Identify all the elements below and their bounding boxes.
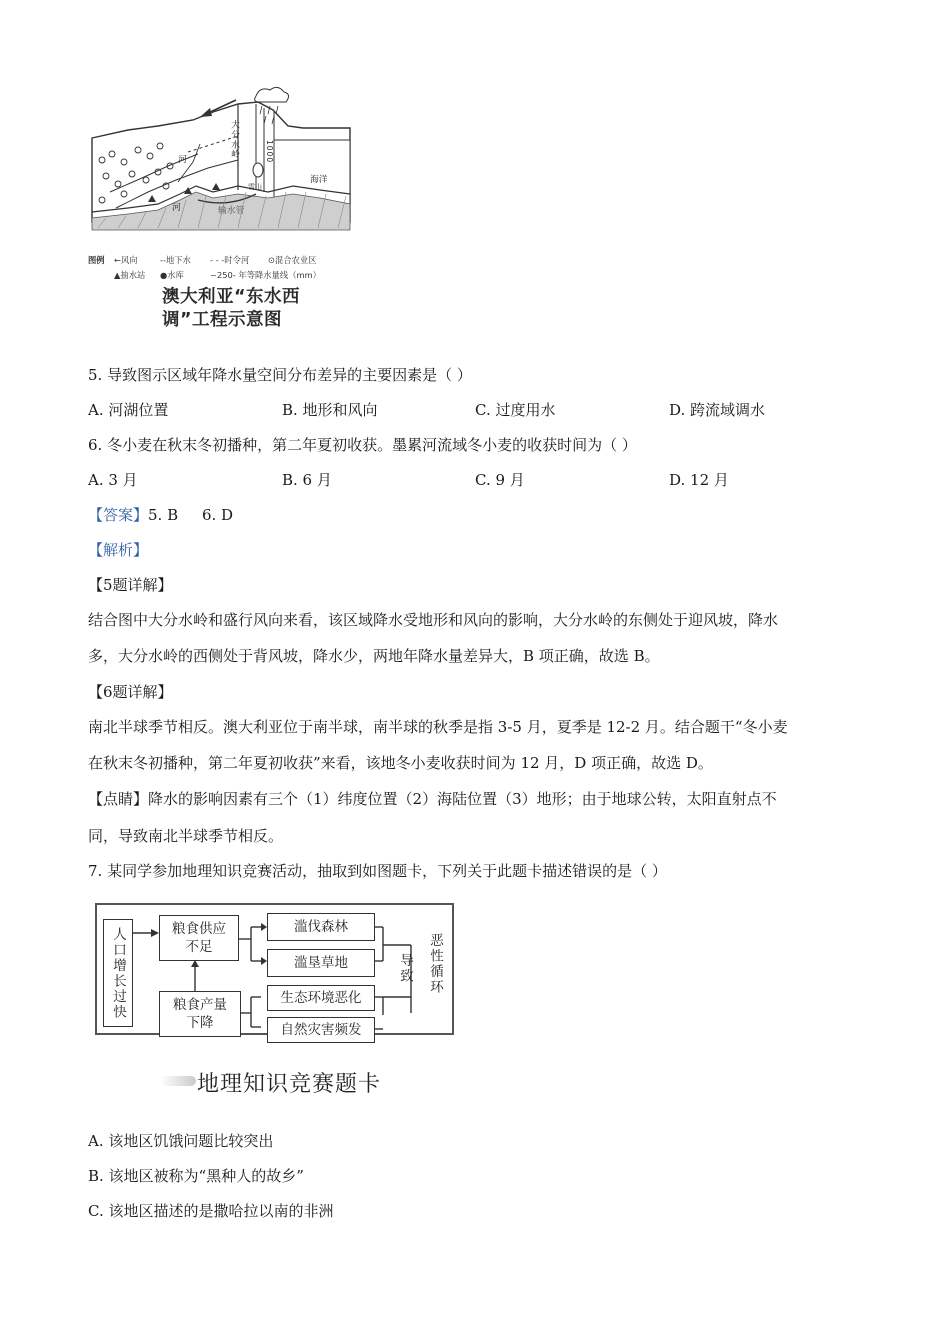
answer-tag: 【答案】	[88, 506, 149, 524]
box-food-shortage: 粮食供应不足	[159, 915, 239, 961]
q5-stem: 5. 导致图示区域年降水量空间分布差异的主要因素是（ ）	[88, 366, 472, 384]
q7-option-b: B. 该地区被称为“黑种人的故乡”	[88, 1167, 304, 1185]
australia-water-diversion-map	[88, 82, 360, 332]
legend-seasonal-river: - - -时令河	[210, 255, 250, 265]
q6-detail-line1: 南北半球季节相反。澳大利亚位于南半球，南半球的秋季是指 3-5 月，夏季是 12-2 月。结合题干“冬小麦	[88, 718, 788, 736]
map-legend	[88, 252, 360, 284]
q5-option-a: A. 河湖位置	[88, 401, 169, 419]
box-food-production-drop: 粮食产量下降	[159, 991, 241, 1037]
card-title: 地理知识竞赛题卡	[197, 1072, 382, 1097]
competition-card-figure	[95, 903, 452, 1038]
q5-detail-tag: 【5题详解】	[88, 576, 173, 594]
q6-option-c: C. 9 月	[475, 471, 525, 489]
box-overgrazing: 滥垦草地	[267, 949, 375, 977]
label-lead-to: 导致	[397, 953, 413, 984]
pipe-label: 输水管	[218, 206, 245, 216]
answer-text: 5. B 6. D	[148, 506, 234, 524]
tip-line2: 同，导致南北半球季节相反。	[88, 827, 284, 845]
q5-detail-line1: 结合图中大分水岭和盛行风向来看，该区域降水受地形和风向的影响，大分水岭的东侧处于迎风坡，降水	[88, 611, 779, 629]
tip-line1	[88, 788, 863, 810]
q7-option-c: C. 该地区描述的是撒哈拉以南的非洲	[88, 1202, 334, 1220]
reservoir-label: 雪山	[248, 183, 262, 191]
box-population-growth: 人口增长过快	[103, 919, 133, 1027]
ocean-label: 海洋	[310, 175, 328, 185]
q6-detail-line2: 在秋末冬初播种，第二年夏初收获”来看，该地冬小麦收获时间为 12 月，D 项正确，故选 D。	[88, 754, 713, 772]
q7-stem: 7. 某同学参加地理知识竞赛活动，抽取到如图题卡，下列关于此题卡描述错误的是（ ）	[88, 862, 667, 880]
legend-isohyet: ~250- 年等降水量线（mm）	[210, 270, 321, 280]
map-caption-line1: 澳大利亚“东水西	[162, 287, 301, 307]
river-label-1: 河	[178, 155, 187, 165]
answer-line	[88, 504, 863, 526]
isoline-label: 1000	[265, 140, 274, 164]
tip-tag: 【点睛】	[88, 790, 149, 808]
label-vicious-cycle: 恶性循环	[427, 933, 443, 995]
legend-wind: ←风向	[114, 255, 138, 265]
tip-text: 降水的影响因素有三个（1）纬度位置（2）海陆位置（3）地形；由于地球公转，太阳直射点不	[148, 790, 777, 808]
q5-option-d: D. 跨流域调水	[669, 401, 766, 419]
map-caption-line2: 调”工程示意图	[162, 310, 283, 330]
legend-title: 图例	[88, 255, 105, 265]
legend-reservoir: ●水库	[160, 270, 184, 280]
q6-option-d: D. 12 月	[669, 471, 729, 489]
q5-option-b: B. 地形和风向	[282, 401, 378, 419]
box-eco-deterioration: 生态环境恶化	[267, 985, 375, 1011]
analysis-tag: 【解析】	[88, 541, 149, 559]
box-natural-disasters: 自然灾害频发	[267, 1017, 375, 1043]
box-deforestation: 滥伐森林	[267, 913, 375, 941]
q6-stem: 6. 冬小麦在秋末冬初播种，第二年夏初收获。墨累河流域冬小麦的收获时间为（ ）	[88, 436, 637, 454]
legend-pump-station: ▲抽水站	[114, 270, 146, 280]
legend-groundwater: --地下水	[160, 255, 191, 265]
q6-detail-tag: 【6题详解】	[88, 683, 173, 701]
q5-detail-line2: 多，大分水岭的西侧处于背风坡，降水少，两地年降水量差异大，B 项正确，故选 B。	[88, 647, 660, 665]
ridge-label: 大分水岭	[229, 120, 239, 160]
map-drawing	[88, 82, 360, 252]
legend-mixed-farming: ⊙混合农业区	[268, 255, 317, 265]
q6-option-b: B. 6 月	[282, 471, 332, 489]
q5-option-c: C. 过度用水	[475, 401, 556, 419]
card-title-smudge	[160, 1076, 196, 1086]
river-label-2: 河	[172, 203, 181, 213]
q6-option-a: A. 3 月	[88, 471, 138, 489]
q7-option-a: A. 该地区饥饿问题比较突出	[88, 1132, 274, 1150]
